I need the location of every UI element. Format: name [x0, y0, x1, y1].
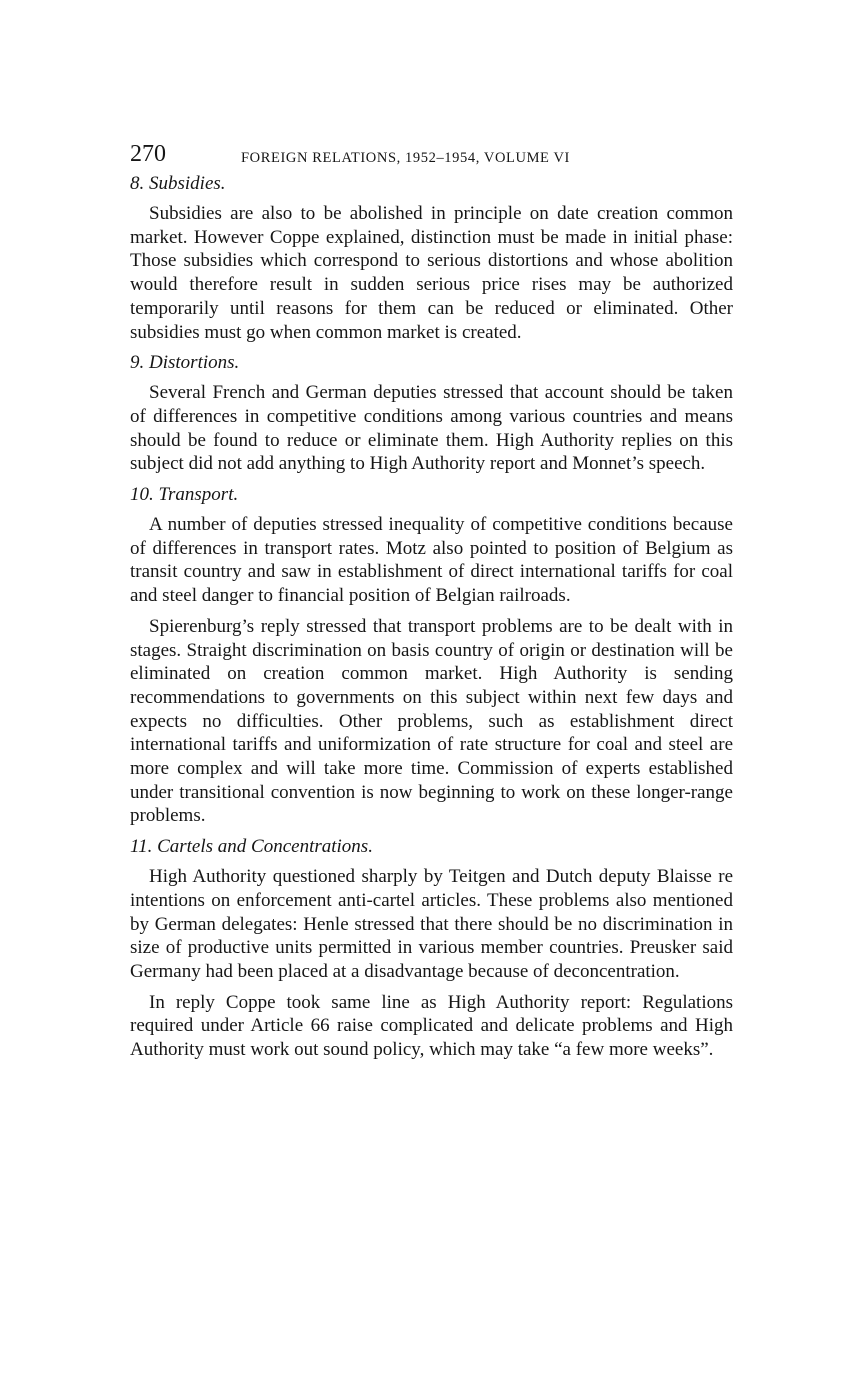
section-cartels-and-concentrations — [130, 835, 733, 1062]
section-heading: 10. Transport. — [130, 484, 239, 506]
paragraph: Several French and German deputies stressed that account should be taken of differences in competitive conditions among various countries and means should be found to reduce or eliminate them. High Authority replies on this subject did not add anything to High Authority report and Monnet’s speech. — [130, 382, 733, 475]
paragraph: Spierenburg’s reply stressed that transport problems are to be dealt with in stages. Straight discrimination on basis country of origin or destination will be eliminated on creation common market. High Authority is sending recommendations to governments on this subject within next few days and expects no difficulties. Other problems, such as establishment direct international tariffs and uniformization of rate structure for coal and steel are more complex and will take more time. Commission of experts established under transitional convention is now beginning to work on these longer-range problems. — [130, 615, 733, 827]
document-page — [130, 140, 733, 1069]
section-heading: 11. Cartels and Concentrations. — [130, 836, 373, 858]
running-title: FOREIGN RELATIONS, 1952–1954, VOLUME VI — [241, 150, 570, 166]
paragraph: A number of deputies stressed inequality of competitive conditions because of differences in transport rates. Motz also pointed to position of Belgium as transit country and saw in establishment of direct international tariffs for coal and steel danger to financial position of Belgian railroads. — [130, 514, 733, 607]
section-distortions — [130, 351, 733, 476]
paragraph: High Authority questioned sharply by Teitgen and Dutch deputy Blaisse re intentions on enforcement anti-cartel articles. These problems also mentioned by German delegates: Henle stressed that there should be no discrimination in size of productive units permitted in various member countries. Preusker said Germany had been placed at a disadvantage because of deconcentration. — [130, 866, 733, 982]
section-transport — [130, 483, 733, 828]
paragraph: Subsidies are also to be abolished in principle on date creation common market. However Coppe explained, distinction must be made in initial phase: Those subsidies which correspond to serious distortions and whose abolition would therefore result in sudden serious price rises may be authorized temporarily until reasons for them can be reduced or eliminated. Other subsidies must go when common market is created. — [130, 203, 733, 343]
section-heading: 9. Distortions. — [130, 352, 240, 374]
running-header — [130, 140, 733, 172]
paragraph: In reply Coppe took same line as High Authority report: Regulations required under Article 66 raise complicated and delicate problems and High Authority must work out sound policy, which may take “a few more weeks”. — [130, 991, 733, 1061]
page-number: 270 — [130, 141, 166, 167]
section-heading: 8. Subsidies. — [130, 173, 226, 194]
section-subsidies — [130, 172, 733, 344]
